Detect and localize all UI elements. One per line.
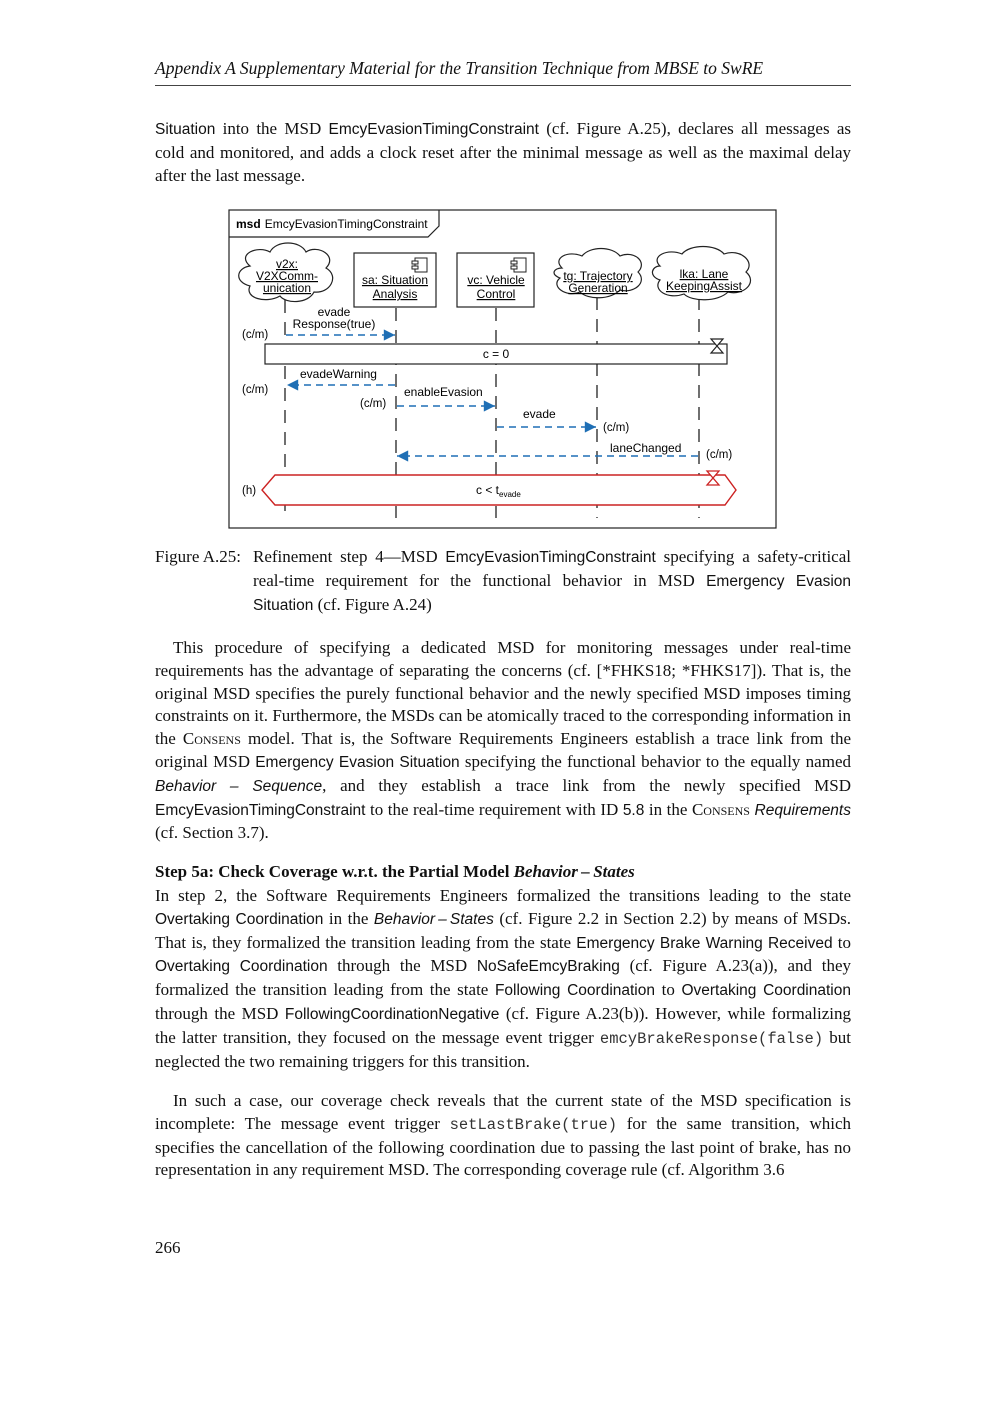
lifeline-label: unication [262,281,312,295]
term: Consens [182,729,241,749]
hot-tag: (h) [242,485,257,497]
term: Overtaking Coordination [155,910,324,928]
text: (cf. Figure A.25), declares all messages as cold and monitored, and adds a clock reset after the minimal message as well as the maximal delay after the last message. [155,119,851,185]
term: Emergency Brake Warning Received [576,934,833,952]
term: Emergency Evasion Situation [253,572,852,614]
term: Emergency Evasion Situation [255,753,460,771]
message-label: evade [317,305,351,319]
term: Overtaking Coordination [155,958,328,976]
message-label: Response(true) [292,317,376,331]
message-tag: (c/m) [242,384,269,396]
message-tag: (c/m) [706,449,733,461]
term: EmcyEvasionTimingConstraint [155,801,366,819]
message-label: laneChanged [610,441,682,455]
term: Following Coordination [494,982,655,1000]
term: EmcyEvasionTimingConstraint [328,121,539,138]
term: Overtaking Coordination [681,982,851,1000]
message-label: evadeWarning [300,367,377,381]
lifeline-label: tg: Trajectory [563,269,633,283]
lifeline-label: KeepingAssist [665,279,743,293]
lifeline-label: Control [476,287,516,301]
term: Consens [691,799,750,819]
figure-caption [155,546,851,617]
term: 5.8 [622,801,645,819]
term: Behavior – Sequence [155,777,323,795]
lifeline-label: V2XComm- [255,269,319,283]
term: FollowingCoordinationNegative [284,1005,500,1023]
message-tag: (c/m) [242,329,269,341]
term: Behavior – States [373,910,494,928]
lifeline-label: Analysis [372,287,418,301]
lifeline-label: Generation [568,281,628,295]
paragraph-procedure: This procedure of specifying a dedicated MSD for monitoring messages under real-time requirements has the advantage of separating the concerns (cf. [*FHKS18; *FHKS17]). That is, the original MSD specifies the purely functional behavior and the newly specified MSD imposes timing constraints on it. Furthermore, the MSDs can be atomically traced to the corresponding information in the Consens model. That is, the Software Requirements Engineers establish a trace link from the original MSD Emergency Evasion Situation specifying the functional behavior to the equally named Behavior – Sequence, and they establish a trace link from the newly specified MSD EmcyEvasionTimingConstraint to the real-time requirement with ID 5.8 in the Consens Requirements (cf. Section 3.7). [155,638,851,843]
paragraph-step2: In step 2, the Software Requirements Engineers formalized the transitions leading to the state Overtaking Coordination in the Behavior – States (cf. Figure 2.2 in Section 2.2) by means of MSDs. That is, they formalized the transition leading from the state Emergency Brake Warning Received to Overtaking Coordination through the MSD NoSafeEmcyBraking (cf. Figure A.23(a)), and they formalized the transition leading from the state Following Coordination to Overtaking Coordination through the MSD FollowingCoordinationNegative (cf. Figure A.23(b)). However, while formalizing the latter transition, they focused on the message event trigger emcyBrakeResponse(false) but neglected the two remaining triggers for this transition. [155,886,852,1071]
msd-figure [0,0,1000,540]
condition-label: $c < t_{evade}$ [476,483,521,499]
frame-label: msd EmcyEvasionTimingConstraint [236,217,428,231]
text: Refinement step 4—MSD [253,547,446,566]
text: specifying a safety-critical real-time requirement for the functional behavior in MSD [253,547,851,590]
term: Requirements [754,801,851,819]
term: Situation [155,121,216,138]
message-tag: (c/m) [360,398,387,410]
running-header: Appendix A Supplementary Material for the Transition Technique from MBSE to SwRE [155,58,851,86]
text: into the MSD [215,119,329,138]
code: setLastBrake(true) [449,1115,617,1134]
lifeline-label: v2x: [275,257,299,271]
lifeline-label: sa: Situation [361,273,429,287]
paragraph-coverage: In such a case, our coverage check reveals that the current state of the MSD specification is incomplete: The message event trigger setLastBrake(true) for the same transition, which specifies the cancellation of the following coordination due to passing the last point of brake, has no representation in any requirement MSD. The corresponding coverage rule (cf. Algorithm 3.6 [155,1091,851,1180]
term: EmcyEvasionTimingConstraint [445,549,656,566]
condition-label: c = 0 [482,347,510,361]
section-heading: Step 5a: Check Coverage w.r.t. the Partial Model Behavior – States [155,862,635,881]
lifeline-label: lka: Lane [679,267,729,281]
page-number: 266 [155,1238,181,1257]
code: emcyBrakeResponse(false) [599,1029,824,1048]
message-label: enableEvasion [404,385,483,399]
term: NoSafeEmcyBraking [476,958,620,976]
caption-label: Figure A.25: [155,547,241,566]
lifeline-label: vc: Vehicle [467,273,525,287]
message-tag: (c/m) [603,422,630,434]
message-label: evade [523,407,556,421]
text: (cf. Figure A.24) [313,594,432,614]
